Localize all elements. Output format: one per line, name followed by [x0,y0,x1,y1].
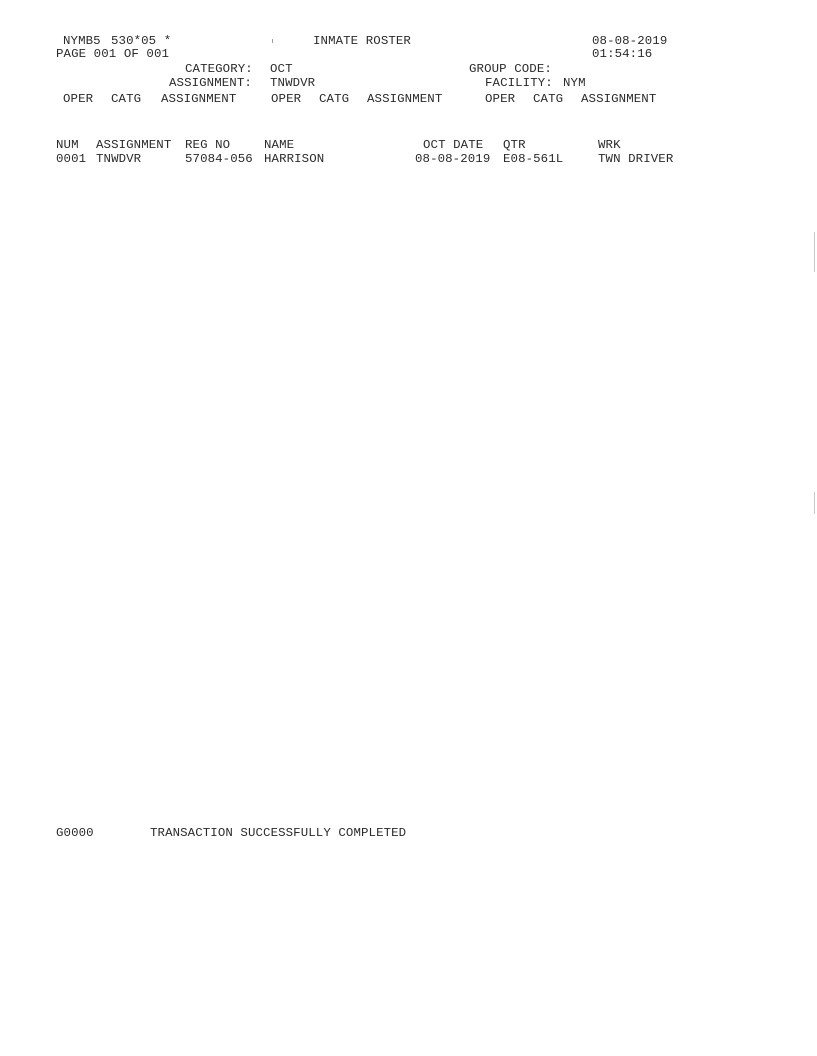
assignment-value: TNWDVR [270,76,316,90]
row-num: 0001 [56,152,87,166]
assignment-label: ASSIGNMENT: [169,76,252,90]
terminal-id: NYMB5 [63,34,101,48]
page-indicator: PAGE 001 OF 001 [56,47,170,61]
row-wrk: TWN DRIVER [598,152,674,166]
session-indicator: 530*05 * [111,34,172,48]
row-oct-date: 08-08-2019 [415,152,491,166]
selection-assignment-header-2: ASSIGNMENT [367,92,443,106]
roster-header-wrk: WRK [598,138,621,152]
row-assignment: TNWDVR [96,152,142,166]
roster-header-oct-date: OCT DATE [423,138,484,152]
roster-header-qtr: QTR [503,138,526,152]
category-value: OCT [270,62,293,76]
roster-header-assignment: ASSIGNMENT [96,138,172,152]
scan-artifact [814,232,815,272]
report-date: 08-08-2019 [592,34,668,48]
status-code: G0000 [56,826,94,840]
selection-catg-header-3: CATG [533,92,564,106]
scan-artifact [814,492,815,514]
report-time: 01:54:16 [592,47,653,61]
roster-header-name: NAME [264,138,295,152]
selection-oper-header-3: OPER [485,92,516,106]
selection-assignment-header-1: ASSIGNMENT [161,92,237,106]
category-label: CATEGORY: [185,62,253,76]
report-title: INMATE ROSTER [313,34,411,48]
marker-tick [272,39,273,43]
roster-header-reg-no: REG NO [185,138,231,152]
selection-assignment-header-3: ASSIGNMENT [581,92,657,106]
facility-value: NYM [563,76,586,90]
roster-header-num: NUM [56,138,79,152]
selection-catg-header-2: CATG [319,92,350,106]
row-qtr: E08-561L [503,152,564,166]
status-message: TRANSACTION SUCCESSFULLY COMPLETED [150,826,407,840]
row-name: HARRISON [264,152,325,166]
row-reg-no: 57084-056 [185,152,253,166]
selection-oper-header-1: OPER [63,92,94,106]
selection-catg-header-1: CATG [111,92,142,106]
facility-label: FACILITY: [485,76,553,90]
selection-oper-header-2: OPER [271,92,302,106]
group-code-label: GROUP CODE: [469,62,552,76]
